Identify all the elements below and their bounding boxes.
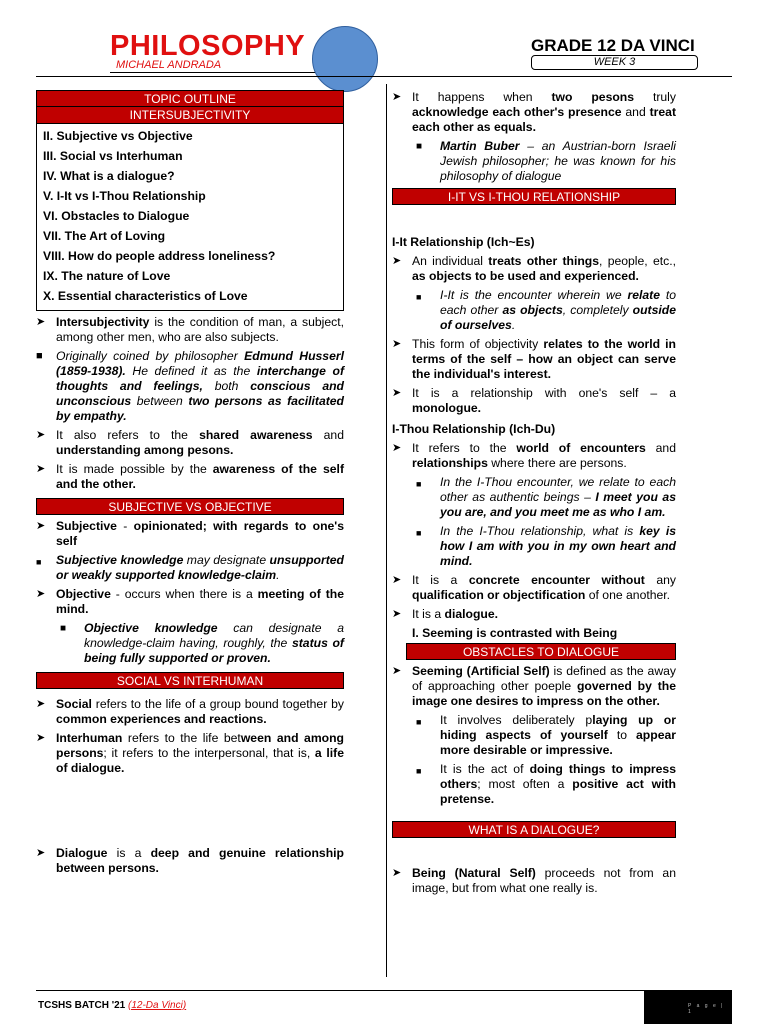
outline-item: VII. The Art of Loving [43,229,166,243]
bullet-text: In the I-Thou relationship, what is key is how I am with you in my own heart and mind. [440,524,676,568]
outline-item: IX. The nature of Love [43,269,171,283]
arrow-bullet-icon: ➤ [392,665,402,677]
bullet-text: This form of objectivity relates to the world in terms of the self – how an object can serve the individual's interest. [412,337,676,381]
bullet-text: It is a dialogue. [412,607,499,621]
bullet-text: It happens when two pesons truly acknowledge each other's presence and treat each other as equals. [412,90,677,134]
bullet-item [392,866,676,896]
bullet-text: It also refers to the shared awareness and understanding among pesons. [56,428,344,457]
grade-section: GRADE 12 DA VINCI [531,36,695,55]
bullet-text: Originally coined by philosopher Edmund Husserl (1859-1938). He defined it as the interchange of thoughts and feelings, both conscious and unconscious between two persons as facilitated by empathy. [56,349,345,423]
outline-item: II. Subjective vs Objective [43,129,193,143]
bullet-item [392,254,676,284]
bullet-text: Being (Natural Self) proceeds not from an image, but from what one really is. [412,866,676,895]
sub-bullet-item [416,524,676,569]
bullet-text: It is made possible by the awareness of the self and the other. [56,462,344,491]
subheading-i-it: I-It Relationship (Ich~Es) [392,235,535,249]
intersubjectivity-heading: INTERSUBJECTIVITY [36,107,344,124]
footer-batch: TCSHS BATCH '21 (12-Da Vinci) [38,1000,187,1011]
bullet-item [36,462,344,492]
column-divider [386,84,387,977]
square-bullet-icon: ■ [36,557,42,567]
bullet-item [36,697,344,727]
bullet-text: Martin Buber – an Austrian-born Israeli Jewish philosopher; he was known for his philosophy of dialogue [440,139,676,183]
author-underline [110,72,328,73]
outline-heading: TOPIC OUTLINE [36,90,344,107]
arrow-bullet-icon: ➤ [392,867,402,879]
subjective-objective-heading: SUBJECTIVE VS OBJECTIVE [36,498,344,515]
arrow-bullet-icon: ➤ [392,387,402,399]
bullet-item [36,349,344,424]
bullet-item [36,519,344,549]
square-bullet-icon: ■ [416,528,422,538]
document-title: PHILOSOPHY [110,30,306,62]
square-bullet-icon: ■ [60,623,67,634]
bullet-text: Objective knowledge can designate a knowledge-claim having, roughly, the status of being fully supported or proven. [84,621,344,665]
seeming-being-line: I. Seeming is contrasted with Being [412,626,618,640]
arrow-bullet-icon: ➤ [392,91,402,103]
bullet-text: It refers to the world of encounters and relationships where there are persons. [412,441,676,470]
author-name: MICHAEL ANDRADA [116,59,222,71]
bullet-item [36,846,344,876]
outline-item: V. I-It vs I-Thou Relationship [43,189,206,203]
sub-bullet-item [416,475,676,520]
social-interhuman-heading: SOCIAL VS INTERHUMAN [36,672,344,689]
arrow-bullet-icon: ➤ [392,255,402,267]
bullet-text: Interhuman refers to the life between and among persons; it refers to the interpersonal, that is, a life of dialogue. [56,731,344,775]
subheading-i-thou: I-Thou Relationship (Ich-Du) [392,422,556,436]
i-it-i-thou-heading: I-IT VS I-THOU RELATIONSHIP [392,188,676,205]
outline-item: III. Social vs Interhuman [43,149,183,163]
arrow-bullet-icon: ➤ [36,588,46,600]
outline-item: VI. Obstacles to Dialogue [43,209,190,223]
sub-bullet-item [416,139,676,184]
arrow-bullet-icon: ➤ [36,520,46,532]
arrow-bullet-icon: ➤ [36,732,46,744]
square-bullet-icon: ■ [416,292,422,302]
bullet-item [36,428,344,458]
header-rule [36,76,732,77]
square-bullet-icon: ■ [416,717,422,727]
bullet-text: Dialogue is a deep and genuine relationship between persons. [56,846,344,875]
outline-item: VIII. How do people address loneliness? [43,249,276,263]
bullet-item [36,315,344,345]
week-label: WEEK 3 [531,55,698,70]
arrow-bullet-icon: ➤ [36,698,46,710]
bullet-item [36,587,344,617]
school-logo-circle [312,26,378,92]
bullet-item [392,90,676,135]
bullet-text: It is the act of doing things to impress others; most often a positive act with pretense. [440,762,676,806]
bullet-text: Objective - occurs when there is a meeting of the mind. [56,587,344,616]
sub-bullet-item [416,762,676,807]
bullet-item [392,607,676,622]
bullet-item [392,386,676,416]
bullet-text: It involves deliberately playing up or hiding aspects of yourself to appear more desirable or impressive. [440,713,676,757]
arrow-bullet-icon: ➤ [36,429,46,441]
arrow-bullet-icon: ➤ [36,847,46,859]
bullet-text: In the I-Thou encounter, we relate to each other as authentic beings – I meet you as you are, and you meet me as who I am. [440,475,676,519]
bullet-text: Intersubjectivity is the condition of man, a subject, among other men, who are also subjects. [56,315,344,344]
arrow-bullet-icon: ➤ [36,316,46,328]
bullet-text: It is a relationship with one's self – a monologue. [412,386,676,415]
bullet-item [392,664,676,709]
topic-outline-box [36,124,344,311]
obstacles-heading: OBSTACLES TO DIALOGUE [406,643,676,660]
bullet-text: Subjective knowledge may designate unsupported or weakly supported knowledge-claim. [56,553,345,582]
bullet-text: Social refers to the life of a group bound together by common experiences and reactions. [56,697,344,726]
bullet-item [392,573,676,603]
outline-item: X. Essential characteristics of Love [43,289,248,303]
bullet-text: I-It is the encounter wherein we relate to each other as objects, completely outside of ourselves. [440,288,676,332]
arrow-bullet-icon: ➤ [392,442,402,454]
footer-rule [36,990,732,991]
left-column [36,90,344,880]
square-bullet-icon: ■ [36,350,43,362]
arrow-bullet-icon: ➤ [392,574,402,586]
footer-page-box [644,991,732,1024]
bullet-item [392,337,676,382]
page-number: P a g e | 1 [688,1003,725,1015]
bullet-text: It is a concrete encounter without any qualification or objectification of one another. [412,573,676,602]
bullet-text: An individual treats other things, people, etc., as objects to be used and experienced. [412,254,676,283]
arrow-bullet-icon: ➤ [392,338,402,350]
sub-bullet-item [416,713,676,758]
bullet-item [392,441,676,471]
bullet-item [36,553,344,583]
sub-bullet-item [416,288,676,333]
bullet-item [36,731,344,776]
square-bullet-icon: ■ [416,766,422,776]
square-bullet-icon: ■ [416,141,423,152]
square-bullet-icon: ■ [416,479,422,489]
bullet-text: Subjective - opinionated; with regards to one's self [56,519,344,548]
footer-section-link[interactable]: (12-Da Vinci) [127,1000,187,1011]
arrow-bullet-icon: ➤ [36,463,46,475]
arrow-bullet-icon: ➤ [392,608,402,620]
what-is-dialogue-heading: WHAT IS A DIALOGUE? [392,821,676,838]
outline-item: IV. What is a dialogue? [43,169,175,183]
right-column [392,86,676,900]
sub-bullet-item [60,621,344,666]
bullet-text: Seeming (Artificial Self) is defined as the away of approaching other poeple governed by the image one desires to impress on the other. [412,664,676,708]
